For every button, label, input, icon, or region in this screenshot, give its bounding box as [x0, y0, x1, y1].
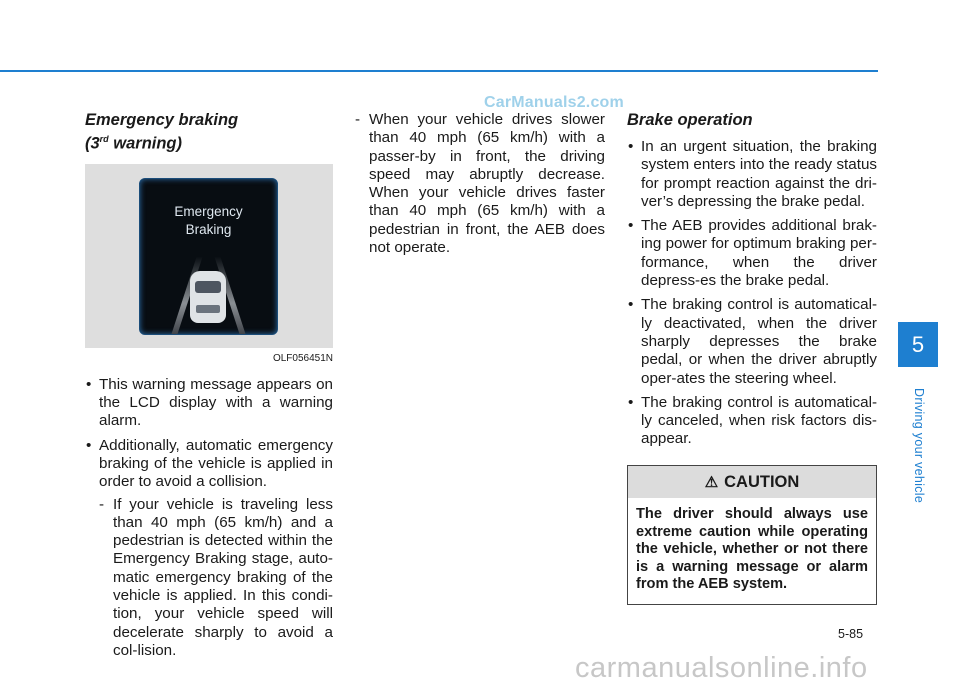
bullet-list [85, 376, 333, 660]
lcd-warning-text: Emergency Braking [174, 203, 243, 237]
sub-item: - When your vehicle drives slower than 40 mph (65 km/h) with a passer-by in front, the driving speed may abruptly decrease. When your vehicle drives faster than 40 mph (65 km/h) with a pedestrian in front, the AEB does not operate. [355, 111, 605, 257]
right-column [627, 111, 877, 605]
lcd-display [139, 178, 278, 335]
list-item: • The braking control is automatical-ly canceled, when risk factors dis-appear. [627, 394, 877, 449]
chapter-tab: 5 [898, 322, 938, 367]
left-column [85, 111, 333, 666]
list-item: • The braking control is automatical-ly deactivated, when the driver sharply depresses the brake pedal, or when the driver abruptly oper-ates the steering wheel. [627, 296, 877, 387]
middle-column [355, 111, 605, 257]
cluster-warning-figure [85, 164, 333, 348]
side-label: Driving your vehicle [912, 388, 926, 504]
bullet-list [627, 138, 877, 449]
list-item: • In an urgent situation, the braking system enters into the ready status for prompt reaction against the dri-ver’s depressing the brake pedal. [627, 138, 877, 211]
warning-triangle-icon: ⚠ [704, 473, 719, 491]
caution-box [627, 465, 877, 605]
list-item: • The AEB provides additional brak-ing power for optimum braking per-formance, when the driver depress-es the brake pedal. [627, 217, 877, 290]
list-item: • Additionally, automatic emergency braking of the vehicle is applied in order to avoid a collision. - If your vehicle is traveling less than 40 mph (65 km/h) and a pedestrian is detected within the Emergency Braking stage, auto-matic emergency braking of the vehicle is applied. In this condi-tion, your vehicle speed will decelerate sharply to avoid a col-lision. [85, 437, 333, 661]
page-number: 5-85 [838, 627, 864, 641]
car-icon [190, 271, 226, 323]
section-heading-brake-operation: Brake operation [627, 111, 753, 129]
section-heading-emergency-braking: Emergency braking (3rd warning) [85, 111, 239, 153]
watermark-top[interactable]: CarManuals2.com [484, 94, 624, 111]
header-rule [0, 70, 878, 72]
list-item: • This warning message appears on the LCD display with a warning alarm. [85, 376, 333, 431]
caution-text: The driver should always use extreme caution while operating the vehicle, whether or not there is a warning message or alarm from the AEB system. [636, 506, 868, 593]
caution-header: ⚠ CAUTION [628, 466, 876, 498]
sub-item: - If your vehicle is traveling less than 40 mph (65 km/h) and a pedestrian is detected within the Emergency Braking stage, auto-matic emergency braking of the vehicle is applied. In this condi-tion, your vehicle speed will decelerate sharply to avoid a col-lision. [99, 495, 333, 659]
figure-code: OLF056451N [272, 352, 333, 364]
watermark-bottom[interactable]: carmanualsonline.info [575, 652, 868, 684]
